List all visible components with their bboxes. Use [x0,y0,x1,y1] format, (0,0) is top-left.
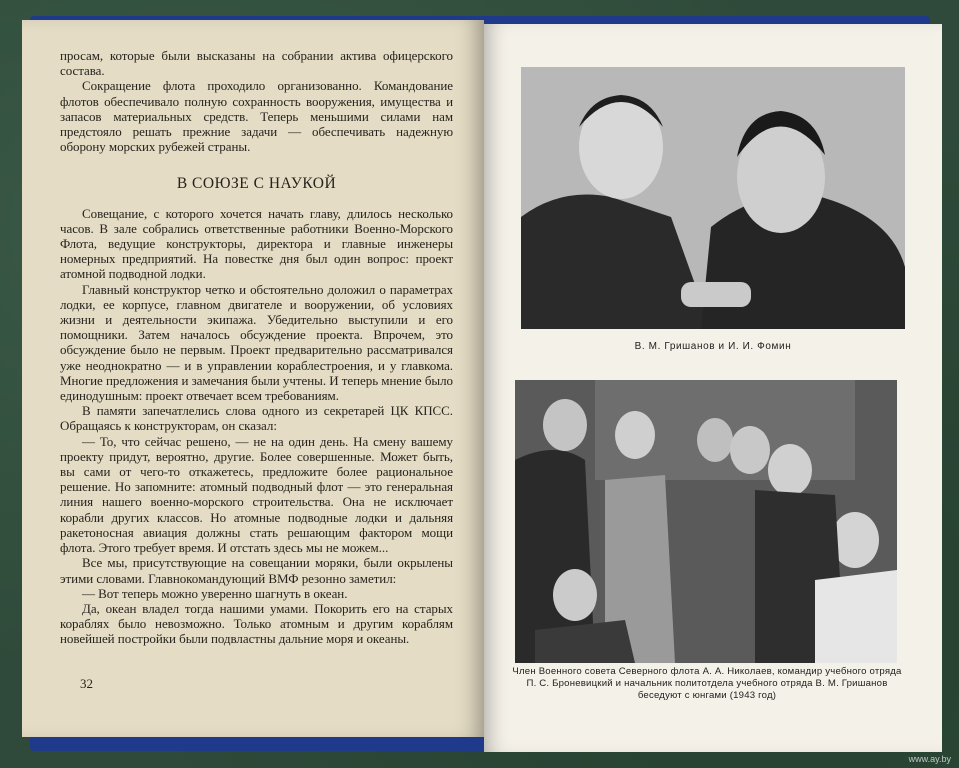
paragraph: Сокращение флота проходило организованно. Командование флотов обеспечивало полную сохранность вооружения, имущества и запасов материальных средств. Теперь меньшими силами нам предстояло решать прежние задачи — обеспечивать надежную оборону морских рубежей страны. [60,78,453,155]
group-photo [515,380,897,663]
page-number: 32 [80,676,93,691]
paragraph: просам, которые были высказаны на собрании актива офицерского состава. [60,48,453,79]
portrait-caption: В. М. Гришанов и И. И. Фомин [634,341,792,352]
portrait-photo [521,67,905,329]
paragraph: Совещание, с которого хочется начать главу, длилось несколько часов. В зале собрались ответственные работники Военно-Морского Флота, ведущие конструкторы, директора и главные инженеры номерных предприятий. На повестке дня был один вопрос: проект атомной подводной лодки. [60,205,453,282]
group-photo-caption: Член Военного совета Северного флота А. А. Николаев, командир учебного отряда П. С. Броневицкий и начальник политотдела учебного отряда В. М. Гришанов беседуют с юнгами (1943 год) [512,666,902,701]
watermark: www.ay.by [908,754,951,764]
left-page-text [60,48,453,647]
portrait-photo-art [521,67,905,329]
section-heading: В СОЮЗЕ С НАУКОЙ [176,175,337,193]
paragraph: — Вот теперь можно уверенно шагнуть в океан. [82,585,348,601]
paragraph: Главный конструктор четко и обстоятельно доложил о параметрах лодки, ее корпусе, главном двигателе и вооружении, об условиях жизни и деятельности экипажа. Убедительно выступили и его помощники. Затем началось обсуждение проекта. Впрочем, это обсуждение было не первым. Проект предварительно рассматривался уже неоднократно — и в управлении кораблестроения, и у главкома. Многие предложения и замечания были учтены. И теперь мнение было единодушным: проект отвечает всем требованиям. [60,281,453,404]
paragraph: Все мы, присутствующие на совещании моряки, были окрылены этими словами. Главнокомандующий ВМФ резонно заметил: [60,555,453,586]
group-photo-art [515,380,897,663]
paragraph: — То, что сейчас решено, — не на один день. На смену вашему проекту придут, вероятно, другие. Более совершенные. Может быть, вы сами от чего-то откажетесь, предложите более рациональное решение. Но запомните: атомный подводный флот — это генеральная линия нашего военно-морского строительства. Она не исключает корабли других классов. Но атомные подводные лодки и дальняя ракетоносная авиация должны стать решающим фактором мощи флота. Этого требует время. И отстать здесь мы не можем... [60,433,453,556]
paragraph: В памяти запечатлелись слова одного из секретарей ЦК КПСС. Обращаясь к конструкторам, он сказал: [60,403,453,434]
paragraph: Да, океан владел тогда нашими умами. Покорить его на старых кораблях было невозможно. Только атомным и другим кораблям новейшей постройки были подвластны дальние моря и океаны. [60,600,453,647]
